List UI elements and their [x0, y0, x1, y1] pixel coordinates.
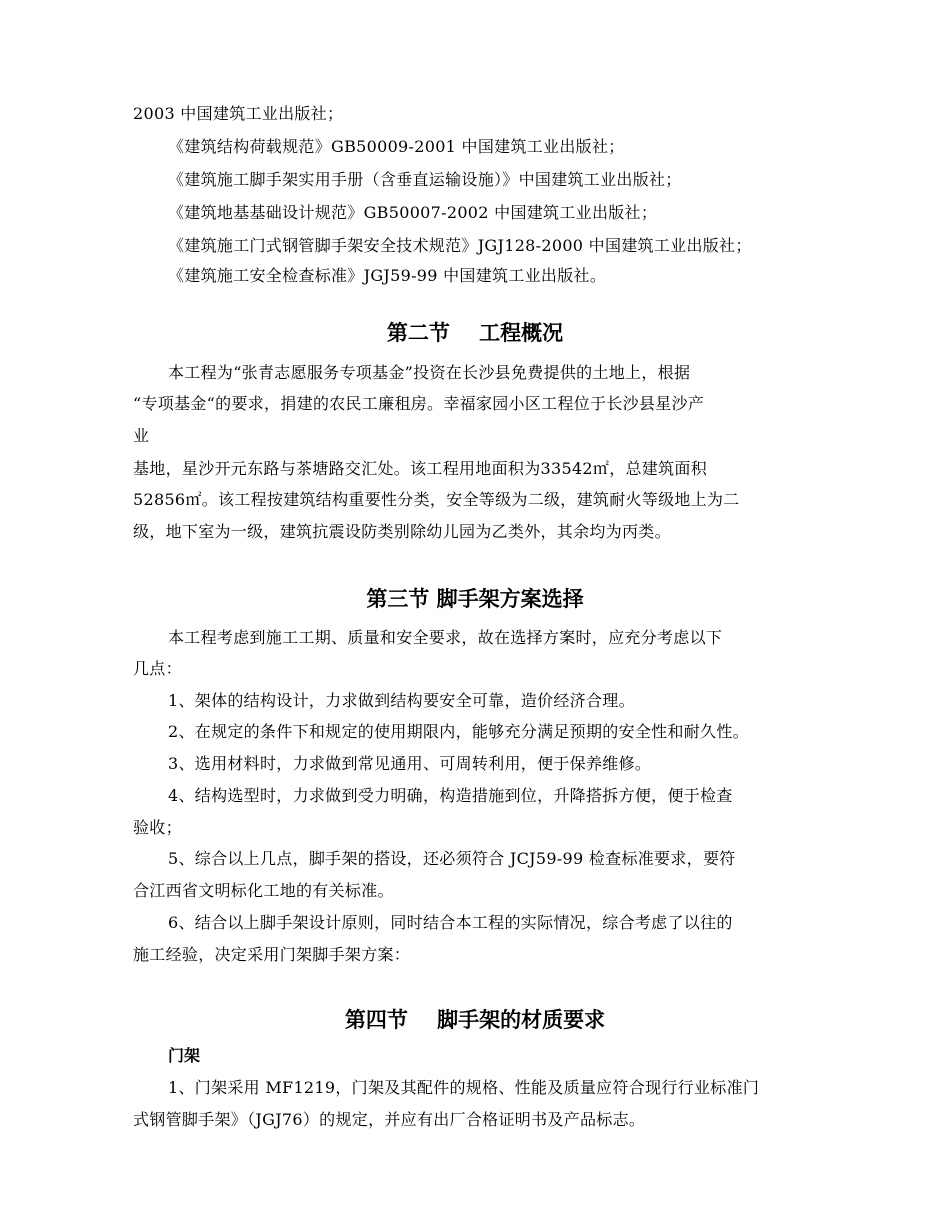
list-item-continuation: 式钢管脚手架》（JGJ76）的规定，并应有出厂合格证明书及产品标志。 — [133, 1110, 646, 1129]
paragraph-line: 基地，星沙开元东路与茶塘路交汇处。该工程用地面积为33542㎡，总建筑面积 — [133, 459, 707, 478]
list-item: 1、门架采用 MF1219，门架及其配件的规格、性能及质量应符合现行行业标准门 — [168, 1078, 760, 1097]
subheading-door-frame: 门架 — [168, 1046, 201, 1065]
paragraph-line: 级，地下室为一级，建筑抗震设防类别除幼儿园为乙类外，其余均为丙类。 — [133, 522, 671, 541]
paragraph-line: 本工程为“张青志愿服务专项基金”投资在长沙县免费提供的土地上，根据 — [168, 363, 691, 382]
list-item: 3、选用材料时，力求做到常见通用、可周转利用，便于保养维修。 — [168, 754, 652, 773]
list-item: 1、架体的结构设计，力求做到结构要安全可靠，造价经济合理。 — [168, 691, 635, 710]
list-item-continuation: 验收； — [133, 818, 182, 837]
paragraph-line: 本工程考虑到施工工期、质量和安全要求，故在选择方案时，应充分考虑以下 — [168, 628, 723, 647]
list-item: 4、结构选型时，力求做到受力明确，构造措施到位，升降搭拆方便，便于检查 — [168, 786, 733, 805]
list-item-continuation: 施工经验，决定采用门架脚手架方案： — [133, 945, 411, 964]
list-item: 2、在规定的条件下和规定的使用期限内，能够充分满足预期的安全性和耐久性。 — [168, 722, 749, 741]
paragraph-line: 52856㎡。该工程按建筑结构重要性分类，安全等级为二级，建筑耐火等级地上为二 — [133, 490, 740, 509]
section-2-title: 第二节 工程概况 — [386, 321, 564, 345]
section-4-title: 第四节 脚手架的材质要求 — [344, 1008, 606, 1032]
list-item-continuation: 合江西省文明标化工地的有关标准。 — [133, 881, 394, 900]
list-item: 6、结合以上脚手架设计原则，同时结合本工程的实际情况，综合考虑了以往的 — [168, 913, 733, 932]
reference-line: 2003 中国建筑工业出版社； — [133, 104, 344, 123]
reference-line: 《建筑地基基础设计规范》GB50007-2002 中国建筑工业出版社； — [168, 203, 658, 222]
section-3-title: 第三节 脚手架方案选择 — [366, 587, 584, 611]
reference-line: 《建筑施工脚手架实用手册（含垂直运输设施）》中国建筑工业出版社； — [168, 170, 682, 189]
paragraph-line: 几点： — [133, 659, 182, 678]
paragraph-line: 业 — [133, 426, 150, 445]
paragraph-line: “专项基金“的要求，捐建的农民工廉租房。幸福家园小区工程位于长沙县星沙产 — [133, 394, 705, 413]
reference-line: 《建筑施工安全检查标准》JGJ59-99 中国建筑工业出版社。 — [168, 266, 607, 285]
reference-line: 《建筑施工门式钢管脚手架安全技术规范》JGJ128-2000 中国建筑工业出版社； — [168, 236, 752, 255]
reference-line: 《建筑结构荷载规范》GB50009-2001 中国建筑工业出版社； — [168, 137, 625, 156]
list-item: 5、综合以上几点，脚手架的搭设，还必须符合 JCJ59-99 检查标准要求，要符 — [168, 849, 736, 868]
